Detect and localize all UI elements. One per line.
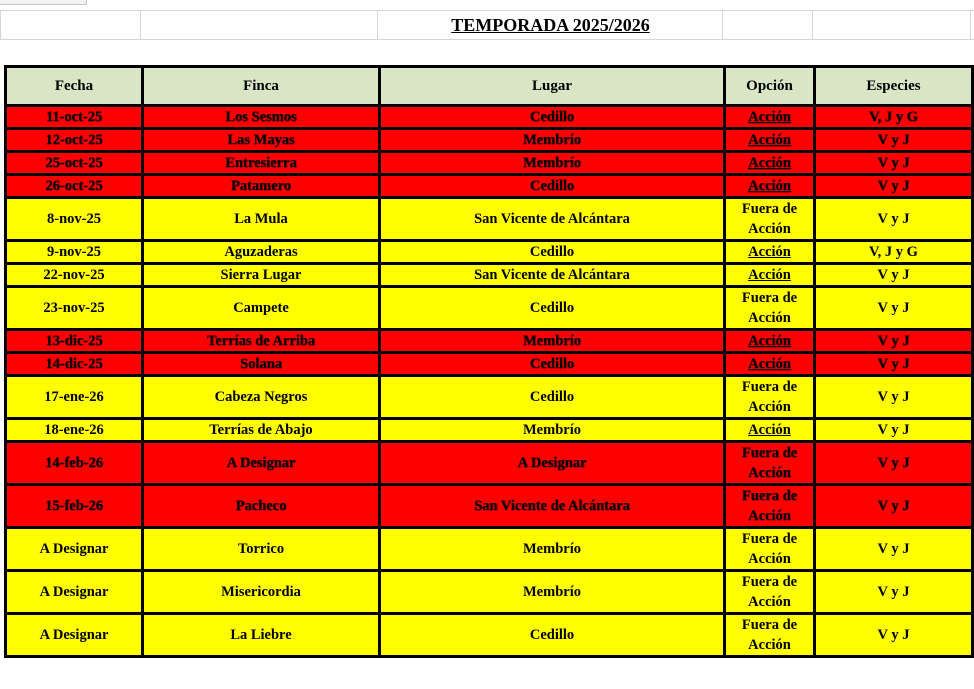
cell-especies: V y J <box>815 442 973 485</box>
cell-finca: La Liebre <box>143 614 380 657</box>
cell-finca: A Designar <box>143 442 380 485</box>
cell-especies: V y J <box>815 198 973 241</box>
cell-especies: V y J <box>815 376 973 419</box>
cell-finca: Cabeza Negros <box>143 376 380 419</box>
cell-fecha: 17-ene-26 <box>6 376 143 419</box>
cell-especies: V, J y G <box>815 106 973 129</box>
cell-opcion: Fuera de Acción <box>725 198 815 241</box>
cell-finca: Terrías de Abajo <box>143 419 380 442</box>
opcion-link[interactable]: Acción <box>748 109 791 125</box>
cell-opcion <box>725 152 815 175</box>
cell-finca: La Mula <box>143 198 380 241</box>
cell-lugar: A Designar <box>380 442 725 485</box>
table-row <box>6 419 973 442</box>
cell-opcion <box>725 175 815 198</box>
cell-lugar: Cedillo <box>380 287 725 330</box>
table-row <box>6 152 973 175</box>
cell-opcion <box>725 241 815 264</box>
cell-especies: V y J <box>815 485 973 528</box>
opcion-link[interactable]: Acción <box>748 244 791 260</box>
schedule-table <box>4 65 974 658</box>
opcion-link[interactable]: Acción <box>748 178 791 194</box>
header-lugar: Lugar <box>380 67 725 106</box>
opcion-link[interactable]: Acción <box>748 267 791 283</box>
cell-especies: V, J y G <box>815 241 973 264</box>
table-row <box>6 175 973 198</box>
cell-lugar: Membrío <box>380 419 725 442</box>
cell-finca: Entresierra <box>143 152 380 175</box>
cell-fecha: 18-ene-26 <box>6 419 143 442</box>
cell-fecha: 25-oct-25 <box>6 152 143 175</box>
cell-finca: Aguzaderas <box>143 241 380 264</box>
cell-opcion <box>725 106 815 129</box>
table-row <box>6 528 973 571</box>
cell-fecha: 14-feb-26 <box>6 442 143 485</box>
cell-fecha: A Designar <box>6 614 143 657</box>
opcion-link[interactable]: Acción <box>748 422 791 438</box>
opcion-link[interactable]: Acción <box>748 356 791 372</box>
cell-opcion: Fuera de Acción <box>725 614 815 657</box>
cell-especies: V y J <box>815 571 973 614</box>
table-row <box>6 571 973 614</box>
cell-finca: Terrías de Arriba <box>143 330 380 353</box>
sheet-corner-tab <box>0 0 87 5</box>
table-row <box>6 442 973 485</box>
table-row <box>6 106 973 129</box>
cell-opcion: Fuera de Acción <box>725 442 815 485</box>
title-row-cell <box>813 11 971 39</box>
cell-lugar: Membrío <box>380 330 725 353</box>
title-row <box>0 10 974 40</box>
cell-lugar: Cedillo <box>380 376 725 419</box>
cell-fecha: 22-nov-25 <box>6 264 143 287</box>
cell-fecha: 23-nov-25 <box>6 287 143 330</box>
cell-fecha: 15-feb-26 <box>6 485 143 528</box>
cell-finca: Las Mayas <box>143 129 380 152</box>
cell-especies: V y J <box>815 330 973 353</box>
cell-opcion <box>725 264 815 287</box>
cell-lugar: San Vicente de Alcántara <box>380 264 725 287</box>
title-row-cell <box>723 11 813 39</box>
opcion-link[interactable]: Acción <box>748 333 791 349</box>
cell-finca: Patamero <box>143 175 380 198</box>
header-opcion: Opción <box>725 67 815 106</box>
cell-finca: Torrico <box>143 528 380 571</box>
cell-finca: Solana <box>143 353 380 376</box>
cell-finca: Campete <box>143 287 380 330</box>
opcion-link[interactable]: Acción <box>748 132 791 148</box>
cell-finca: Los Sesmos <box>143 106 380 129</box>
cell-opcion: Fuera de Acción <box>725 528 815 571</box>
cell-opcion <box>725 129 815 152</box>
cell-lugar: Cedillo <box>380 614 725 657</box>
cell-finca: Misericordia <box>143 571 380 614</box>
table-row <box>6 330 973 353</box>
cell-opcion <box>725 330 815 353</box>
cell-especies: V y J <box>815 287 973 330</box>
header-row <box>6 67 973 106</box>
cell-especies: V y J <box>815 175 973 198</box>
cell-opcion: Fuera de Acción <box>725 376 815 419</box>
title-row-cell <box>141 11 378 39</box>
cell-fecha: 14-dic-25 <box>6 353 143 376</box>
cell-lugar: Membrío <box>380 129 725 152</box>
cell-especies: V y J <box>815 129 973 152</box>
table-row <box>6 353 973 376</box>
opcion-link[interactable]: Acción <box>748 155 791 171</box>
table-row <box>6 129 973 152</box>
cell-lugar: Membrío <box>380 528 725 571</box>
cell-especies: V y J <box>815 419 973 442</box>
cell-lugar: San Vicente de Alcántara <box>380 485 725 528</box>
cell-fecha: 26-oct-25 <box>6 175 143 198</box>
page-title: TEMPORADA 2025/2026 <box>451 15 650 35</box>
table-row <box>6 376 973 419</box>
cell-lugar: Membrío <box>380 571 725 614</box>
header-especies: Especies <box>815 67 973 106</box>
cell-especies: V y J <box>815 614 973 657</box>
table-row <box>6 287 973 330</box>
table-row <box>6 264 973 287</box>
cell-especies: V y J <box>815 152 973 175</box>
cell-lugar: Cedillo <box>380 241 725 264</box>
cell-fecha: 13-dic-25 <box>6 330 143 353</box>
cell-fecha: 11-oct-25 <box>6 106 143 129</box>
header-finca: Finca <box>143 67 380 106</box>
cell-opcion: Fuera de Acción <box>725 571 815 614</box>
cell-especies: V y J <box>815 353 973 376</box>
cell-fecha: 8-nov-25 <box>6 198 143 241</box>
cell-fecha: A Designar <box>6 571 143 614</box>
table-row <box>6 485 973 528</box>
cell-finca: Sierra Lugar <box>143 264 380 287</box>
title-row-cell <box>0 11 141 39</box>
cell-lugar: Membrío <box>380 152 725 175</box>
cell-opcion: Fuera de Acción <box>725 485 815 528</box>
header-fecha: Fecha <box>6 67 143 106</box>
cell-lugar: San Vicente de Alcántara <box>380 198 725 241</box>
table-row <box>6 198 973 241</box>
table-row <box>6 614 973 657</box>
cell-opcion <box>725 353 815 376</box>
cell-lugar: Cedillo <box>380 353 725 376</box>
cell-finca: Pacheco <box>143 485 380 528</box>
cell-fecha: 9-nov-25 <box>6 241 143 264</box>
table-row <box>6 241 973 264</box>
cell-opcion: Fuera de Acción <box>725 287 815 330</box>
cell-fecha: A Designar <box>6 528 143 571</box>
cell-lugar: Cedillo <box>380 106 725 129</box>
cell-lugar: Cedillo <box>380 175 725 198</box>
cell-especies: V y J <box>815 264 973 287</box>
cell-opcion <box>725 419 815 442</box>
cell-especies: V y J <box>815 528 973 571</box>
cell-fecha: 12-oct-25 <box>6 129 143 152</box>
